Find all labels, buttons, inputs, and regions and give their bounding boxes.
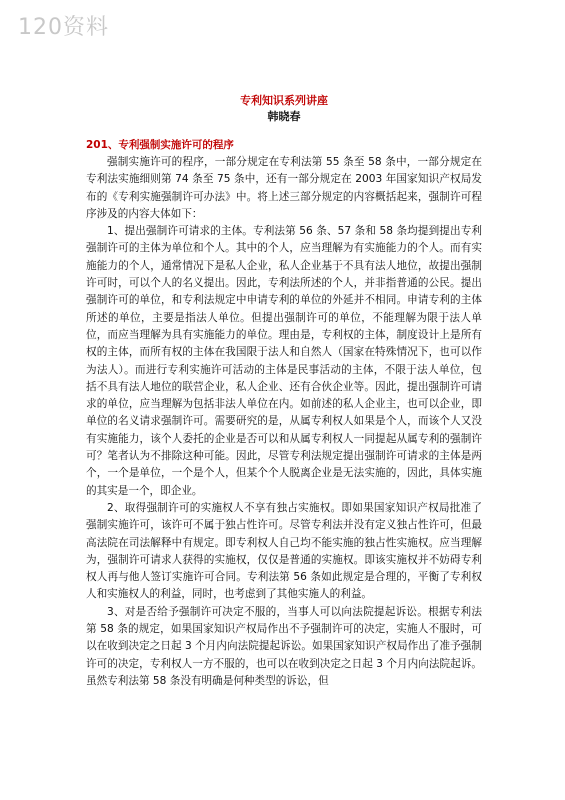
document-author: 韩晓春	[267, 110, 301, 123]
paragraph-intro: 强制实施许可的程序，一部分规定在专利法第 55 条至 58 条中，一部分规定在专利法实施细则第 74 条至 75 条中，还有一部分规定在 2003 年国家知识产权局发布的《专利实施强制许可办法》中。将上述三部分规定的内容概括起来，强制许可程序涉及的内容大体如下：	[86, 156, 482, 220]
watermark: 120资料	[18, 15, 109, 40]
paragraph-3-litigation: 3、对是否给予强制许可决定不服的，当事人可以向法院提起诉讼。根据专利法第 58 条的规定，如果国家知识产权局作出不予强制许可的决定，实施人不服时，可以在收到决定之日起 3 个月内向法院提起诉讼。如果国家知识产权局作出了准予强制许可的决定，专利权人一方不服的，也可以在收到决定之日起 3 个月内向法院起诉。虽然专利法第 58 条没有明确是何种类型的诉讼，但	[86, 605, 482, 687]
section-heading: 201、专利强制实施许可的程序	[86, 139, 234, 151]
paragraph-2-exclusivity: 2、取得强制许可的实施权人不享有独占实施权。即如果国家知识产权局批准了强制实施许可，该许可不属于独占性许可。尽管专利法并没有定义独占性许可，但最高法院在司法解释中有规定。即专利权人自己均不能实施的独占性实施权。应当理解为，强制许可请求人获得的实施权，仅仅是普通的实施权。即该实施权并不妨碍专利权人再与他人签订实施许可合同。专利法第 56 条如此规定是合理的，平衡了专利权人和实施权人的利益，同时，也考虑到了其他实施人的利益。	[86, 501, 482, 601]
document-title: 专利知识系列讲座	[240, 94, 328, 107]
paragraph-1-subject: 1、提出强制许可请求的主体。专利法第 56 条、57 条和 58 条均提到提出专利强制许可的主体为单位和个人。其中的个人，应当理解为有实施能力的个人。而有实施能力的个人，通常情况下是私人企业，私人企业基于不具有法人地位，故提出强制许可时，可以个人的名义提出。因此，专利法所述的个人，并非指普通的公民。提出强制许可的单位，和专利法规定中申请专利的单位的外延并不相同。申请专利的主体所述的单位，主要是指法人单位。但提出强制许可的单位，不能理解为限于法人单位，而应当理解为具有实施能力的单位。理由是，专利权的主体，制度设计上是所有权的主体，而所有权的主体在我国限于法人和自然人（国家在特殊情况下，也可以作为法人）。而进行专利实施许可活动的主体是民事活动的主体，不限于法人单位，包括不具有法人地位的联营企业，私人企业、还有合伙企业等。因此，提出强制许可请求的单位，应当理解为包括非法人单位在内。如前述的私人企业主，也可以企业，即单位的名义请求强制许可。需要研究的是，从属专利权人如果是个人，而该个人又没有实施能力，该个人委托的企业是否可以和从属专利权人一同提起从属专利的强制许可？笔者认为不排除这种可能。因此，尽管专利法规定提出强制许可请求的主体是两个，一个是单位，一个是个人，但某个个人脱离企业是无法实施的，因此，具体实施的其实是一个，即企业。	[86, 225, 482, 497]
document-body	[86, 94, 482, 690]
